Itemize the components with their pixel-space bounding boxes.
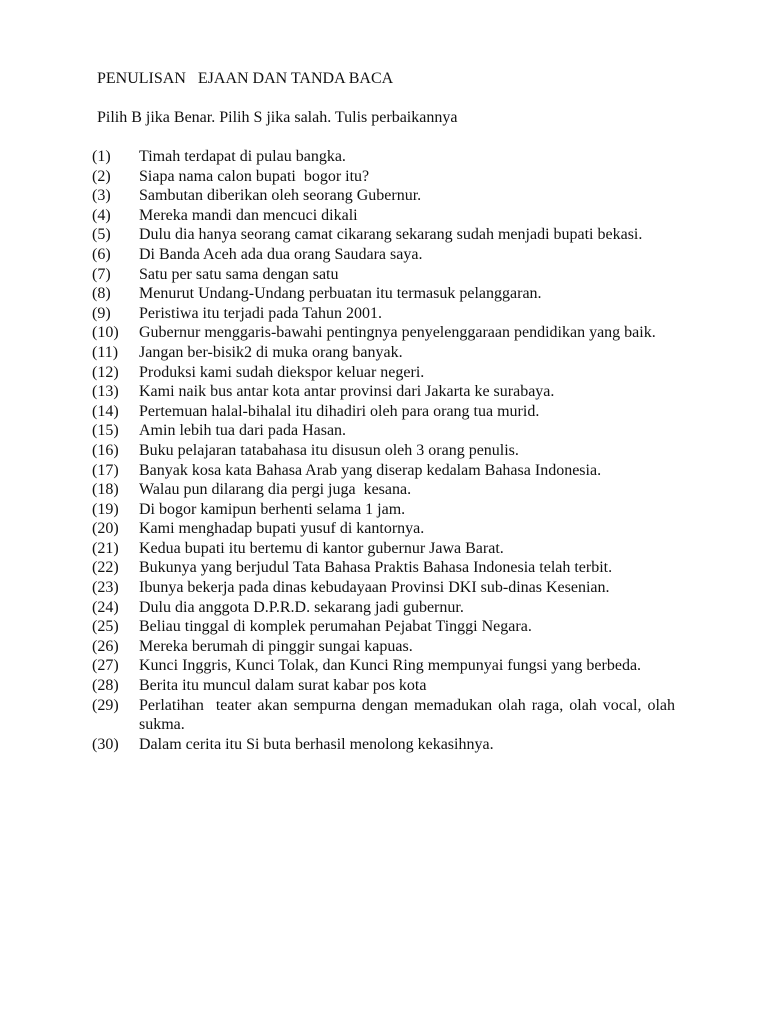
question-number: (5) [92, 226, 111, 244]
instruction-text: Pilih B jika Benar. Pilih S jika salah. Tulis perbaikannya [97, 109, 458, 126]
question-number: (8) [92, 285, 111, 303]
question-item [92, 186, 675, 206]
question-item [92, 461, 675, 481]
question-item [92, 265, 675, 285]
question-item [92, 343, 675, 363]
question-text: Dulu dia anggota D.P.R.D. sekarang jadi gubernur. [139, 598, 464, 616]
question-text: Kedua bupati itu bertemu di kantor gubernur Jawa Barat. [139, 539, 504, 557]
question-number: (25) [92, 618, 119, 636]
question-item [92, 147, 675, 167]
question-number: (29) [92, 696, 119, 714]
question-text: Produksi kami sudah diekspor keluar negeri. [139, 363, 425, 381]
question-number: (10) [92, 324, 119, 342]
question-item [92, 696, 679, 735]
question-number: (26) [92, 637, 119, 655]
question-number: (22) [92, 559, 119, 577]
question-list [92, 147, 679, 754]
question-item [92, 617, 675, 637]
question-item [92, 480, 675, 500]
question-text: Di Banda Aceh ada dua orang Saudara saya. [139, 245, 423, 263]
question-text: Peristiwa itu terjadi pada Tahun 2001. [139, 304, 382, 322]
question-text: Dulu dia hanya seorang camat cikarang sekarang sudah menjadi bupati bekasi. [139, 226, 643, 244]
question-number: (18) [92, 481, 119, 499]
question-text: Amin lebih tua dari pada Hasan. [139, 422, 347, 440]
question-text: Timah terdapat di pulau bangka. [139, 148, 346, 165]
question-item [92, 382, 675, 402]
question-item [92, 363, 675, 383]
question-number: (9) [92, 304, 111, 322]
question-text: Siapa nama calon bupati bogor itu? [139, 167, 370, 185]
document-title: PENULISAN EJAAN DAN TANDA BACA [97, 70, 394, 87]
question-number: (30) [92, 735, 119, 753]
question-text: Dalam cerita itu Si buta berhasil menolong kekasihnya. [139, 735, 494, 753]
question-text: Buku pelajaran tatabahasa itu disusun oleh 3 orang penulis. [139, 441, 519, 459]
question-text: Beliau tinggal di komplek perumahan Pejabat Tinggi Negara. [139, 618, 532, 636]
question-item [92, 500, 675, 520]
question-text: Kunci Inggris, Kunci Tolak, dan Kunci Ring mempunyai fungsi yang berbeda. [139, 657, 642, 675]
question-item [92, 558, 675, 578]
question-number: (14) [92, 402, 119, 420]
question-item [92, 656, 675, 676]
question-text: Pertemuan halal-bihalal itu dihadiri oleh para orang tua murid. [139, 402, 540, 420]
question-number: (6) [92, 245, 111, 263]
question-text: Walau pun dilarang dia pergi juga kesana. [139, 481, 412, 499]
question-item [92, 421, 675, 441]
question-item [92, 539, 675, 559]
question-number: (13) [92, 383, 119, 401]
question-text: Di bogor kamipun berhenti selama 1 jam. [139, 500, 406, 518]
question-number: (23) [92, 579, 119, 597]
question-text: Berita itu muncul dalam surat kabar pos kota [139, 677, 427, 695]
question-item [92, 676, 675, 696]
question-text: Bukunya yang berjudul Tata Bahasa Praktis Bahasa Indonesia telah terbit. [139, 559, 613, 577]
question-number: (11) [92, 343, 119, 361]
question-item [92, 598, 675, 618]
question-item [92, 304, 675, 324]
question-number: (16) [92, 441, 119, 459]
question-item [92, 206, 675, 226]
question-number: (7) [92, 265, 111, 283]
question-item [92, 284, 675, 304]
question-number: (4) [92, 206, 111, 224]
question-text: Menurut Undang-Undang perbuatan itu termasuk pelanggaran. [139, 285, 542, 303]
question-text: Jangan ber-bisik2 di muka orang banyak. [139, 343, 403, 361]
question-item [92, 225, 675, 245]
question-item [92, 735, 675, 755]
question-text: Gubernur menggaris-bawahi pentingnya penyelenggaraan pendidikan yang baik. [139, 324, 656, 342]
question-number: (2) [92, 167, 111, 185]
question-text: Kami naik bus antar kota antar provinsi dari Jakarta ke surabaya. [139, 383, 555, 401]
question-number: (17) [92, 461, 119, 479]
question-text: Mereka mandi dan mencuci dikali [139, 206, 358, 224]
question-item [92, 637, 675, 657]
question-number: (27) [92, 657, 119, 675]
question-item [92, 402, 675, 422]
question-number: (24) [92, 598, 119, 616]
question-number: (3) [92, 187, 111, 205]
question-text: Kami menghadap bupati yusuf di kantornya. [139, 520, 425, 538]
question-text: Mereka berumah di pinggir sungai kapuas. [139, 637, 413, 655]
question-number: (28) [92, 677, 119, 695]
question-number: (20) [92, 520, 119, 538]
question-text: Banyak kosa kata Bahasa Arab yang diserap kedalam Bahasa Indonesia. [139, 461, 602, 479]
question-item [92, 519, 675, 539]
question-text: Perlatihan teater akan sempurna dengan memadukan olah raga, olah vocal, olah sukma. [139, 696, 679, 734]
question-text: Satu per satu sama dengan satu [139, 265, 339, 283]
question-number: (15) [92, 422, 119, 440]
question-text: Sambutan diberikan oleh seorang Gubernur. [139, 187, 422, 205]
question-item [92, 167, 675, 187]
question-number: (19) [92, 500, 119, 518]
question-item [92, 245, 675, 265]
question-item [92, 441, 675, 461]
question-text: Ibunya bekerja pada dinas kebudayaan Provinsi DKI sub-dinas Kesenian. [139, 579, 610, 597]
question-item [92, 578, 675, 598]
question-number: (12) [92, 363, 119, 381]
question-number: (21) [92, 539, 119, 557]
question-item [92, 323, 675, 343]
question-number: (1) [92, 148, 111, 165]
